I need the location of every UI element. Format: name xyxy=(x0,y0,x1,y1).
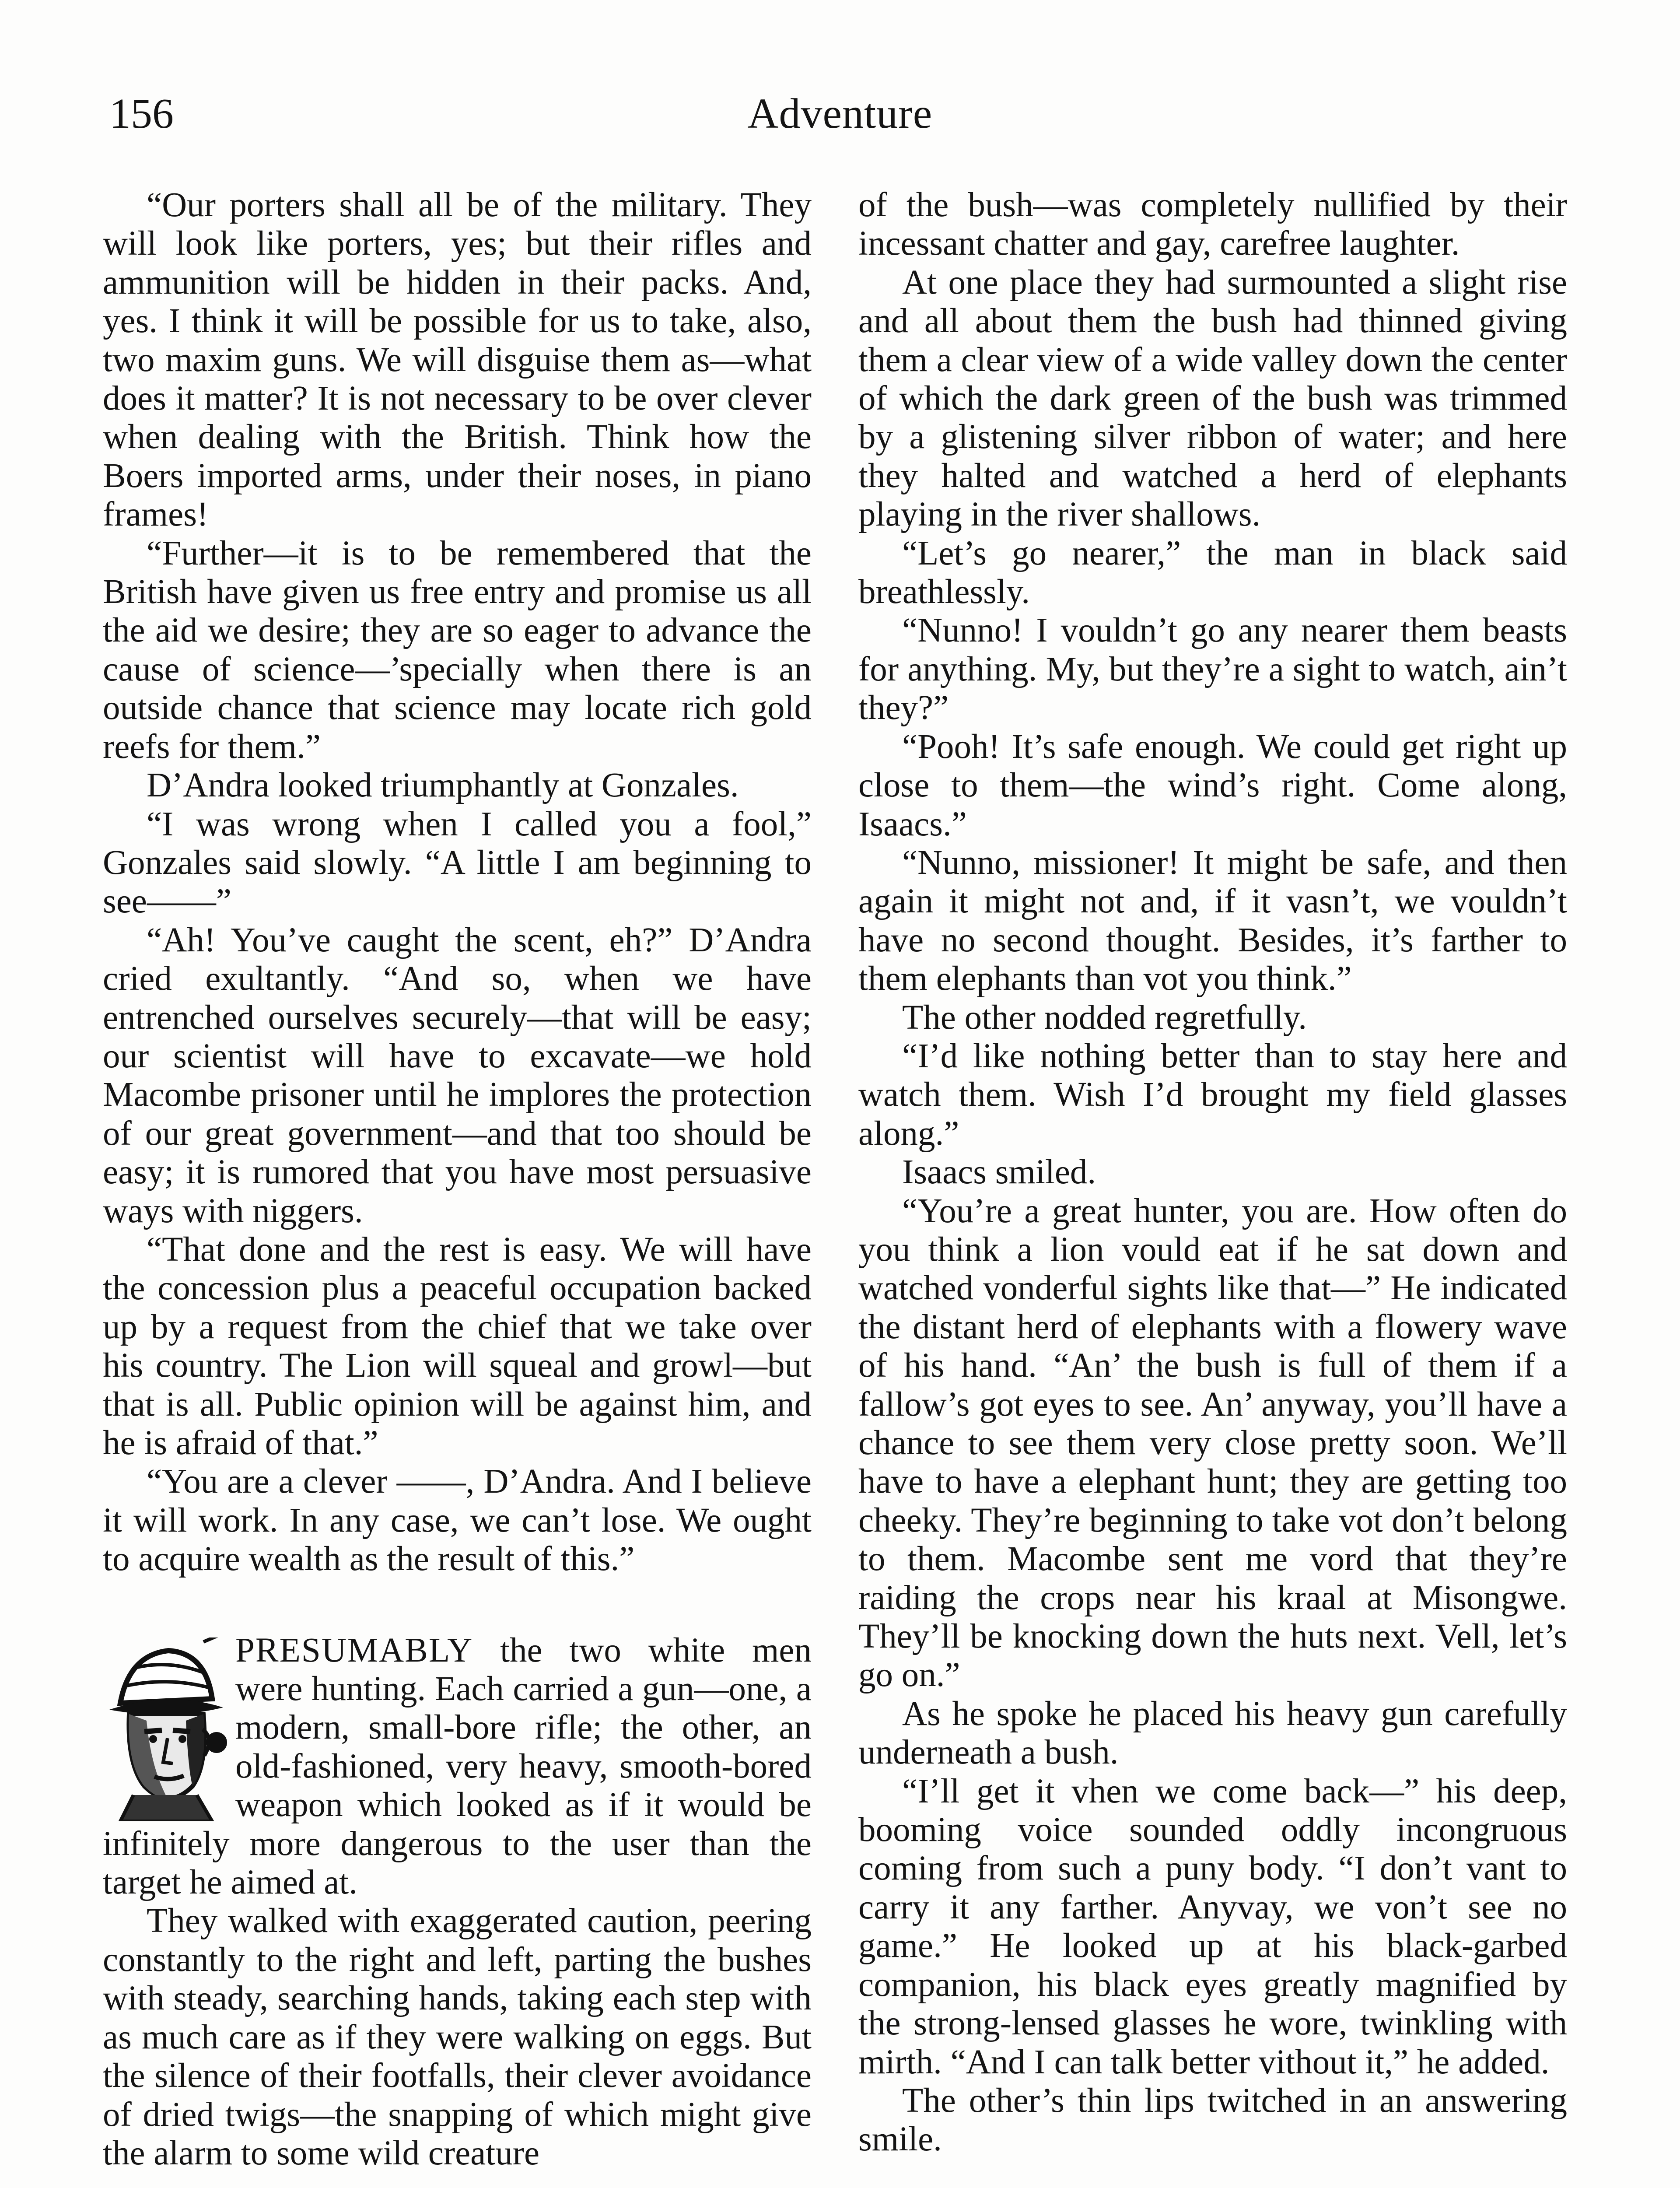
paragraph: “That done and the rest is easy. We will have the concession plus a peaceful occupation backed up by a request from the chief that we take over his country. The Lion will squeal and growl—but that is all. Public opinion will be against him, and he is afraid of that.” xyxy=(103,1230,812,1462)
paragraph: “You are a clever ——, D’Andra. And I believe it will work. In any case, we can’t lose. We ought to acquire wealth as the result of this.” xyxy=(103,1462,812,1578)
paragraph: As he spoke he placed his heavy gun carefully underneath a bush. xyxy=(858,1694,1567,1772)
paragraph: “I’d like nothing better than to stay here and watch them. Wish I’d brought my field glasses along.” xyxy=(858,1037,1567,1153)
paragraph-continuation: of the bush—was completely nullified by their incessant chatter and gay, carefree laughter. xyxy=(858,186,1567,263)
paragraph: “Let’s go nearer,” the man in black said breathlessly. xyxy=(858,534,1567,611)
left-column xyxy=(103,186,812,2173)
right-column xyxy=(858,186,1567,2159)
paragraph: “I’ll get it vhen we come back—” his deep, booming voice sounded oddly incongruous coming from such a puny body. “I don’t vant to carry it any farther. Anyvay, we von’t see no game.” He looked up at his black-garbed companion, his black eyes greatly magnified by the strong-lensed glasses he wore, twinkling with mirth. “And I can talk better vithout it,” he added. xyxy=(858,1772,1567,2081)
section-opening-paragraph xyxy=(103,1631,812,1902)
paragraph: “Ah! You’ve caught the scent, eh?” D’Andra cried exultantly. “And so, when we have entrenched ourselves securely—that will be easy; our scientist will have to excavate—we hold Macombe prisoner until he implores the protection of our great government—and that too should be easy; it is rumored that you have most persuasive ways with niggers. xyxy=(103,921,812,1230)
paragraph: Isaacs smiled. xyxy=(902,1153,1096,1192)
page-header xyxy=(109,88,1571,144)
paragraph: D’Andra looked triumphantly at Gonzales. xyxy=(147,766,739,805)
paragraph: “Nunno, missioner! It might be safe, and then again it might not and, if it vasn’t, we vouldn’t have no second thought. Besides, it’s farther to them elephants than vot you think.” xyxy=(858,843,1567,998)
paragraph: The other nodded regretfully. xyxy=(902,998,1307,1037)
page-number: 156 xyxy=(109,90,174,137)
paragraph: “Pooh! It’s safe enough. We could get right up close to them—the wind’s right. Come along, Isaacs.” xyxy=(858,727,1567,843)
paragraph: “You’re a great hunter, you are. How often do you think a lion vould eat if he sat down and watched vonderful sights like that—” He indicated the distant herd of elephants with a flowery wave of his hand. “An’ the bush is full of them if a fallow’s got eyes to see. An’ anyway, you’ll have a chance to see them very close pretty soon. We’ll have to have a elephant hunt; they are getting too cheeky. They’re beginning to take vot don’t belong to them. Macombe sent me vord that they’re raiding the crops near his kraal at Misongwe. They’ll be knocking down the huts next. Vell, let’s go on.” xyxy=(858,1192,1567,1694)
hunter-portrait-icon xyxy=(103,1637,228,1821)
paragraph: At one place they had surmounted a slight rise and all about them the bush had thinned giving them a clear view of a wide valley down the center of which the dark green of the bush was trimmed by a glistening silver ribbon of water; and here they halted and watched a herd of elephants playing in the river shallows. xyxy=(858,263,1567,534)
paragraph: “Further—it is to be remembered that the British have given us free entry and promise us all the aid we desire; they are so eager to advance the cause of science—’specially when there is an outside chance that science may locate rich gold reefs for them.” xyxy=(103,534,812,766)
paragraph: The other’s thin lips twitched in an answering smile. xyxy=(858,2081,1567,2159)
paragraph: “Our porters shall all be of the military. They will look like porters, yes; but their rifles and ammunition will be hidden in their packs. And, yes. I think it will be possible for us to take, also, two maxim guns. We will disguise them as—what does it matter? It is not necessary to be over clever when dealing with the British. Think how the Boers imported arms, under their noses, in piano frames! xyxy=(103,186,812,534)
section-lead-word: PRESUMABLY xyxy=(235,1631,473,1669)
paragraph: They walked with exaggerated caution, peering constantly to the right and left, parting the bushes with steady, searching hands, taking each step with as much care as if they were walking on eggs. But the silence of their footfalls, their clever avoidance of dried twigs—the snapping of which might give the alarm to some wild creature xyxy=(103,1902,812,2172)
running-title: Adventure xyxy=(747,90,933,137)
paragraph: “Nunno! I vouldn’t go any nearer them beasts for anything. My, but they’re a sight to watch, ain’t they?” xyxy=(858,611,1567,727)
section-lead-text: the two white men were hunting. Each carried a gun—one, a modern, small-bore rifle; the other, an old-fashioned, very heavy, smooth-bored weapon which looked as if it would be infinitely more dangerous to the user than the target he aimed at. xyxy=(103,1631,812,1902)
paragraph: “I was wrong when I called you a fool,” Gonzales said slowly. “A little I am beginning to see——” xyxy=(103,805,812,921)
